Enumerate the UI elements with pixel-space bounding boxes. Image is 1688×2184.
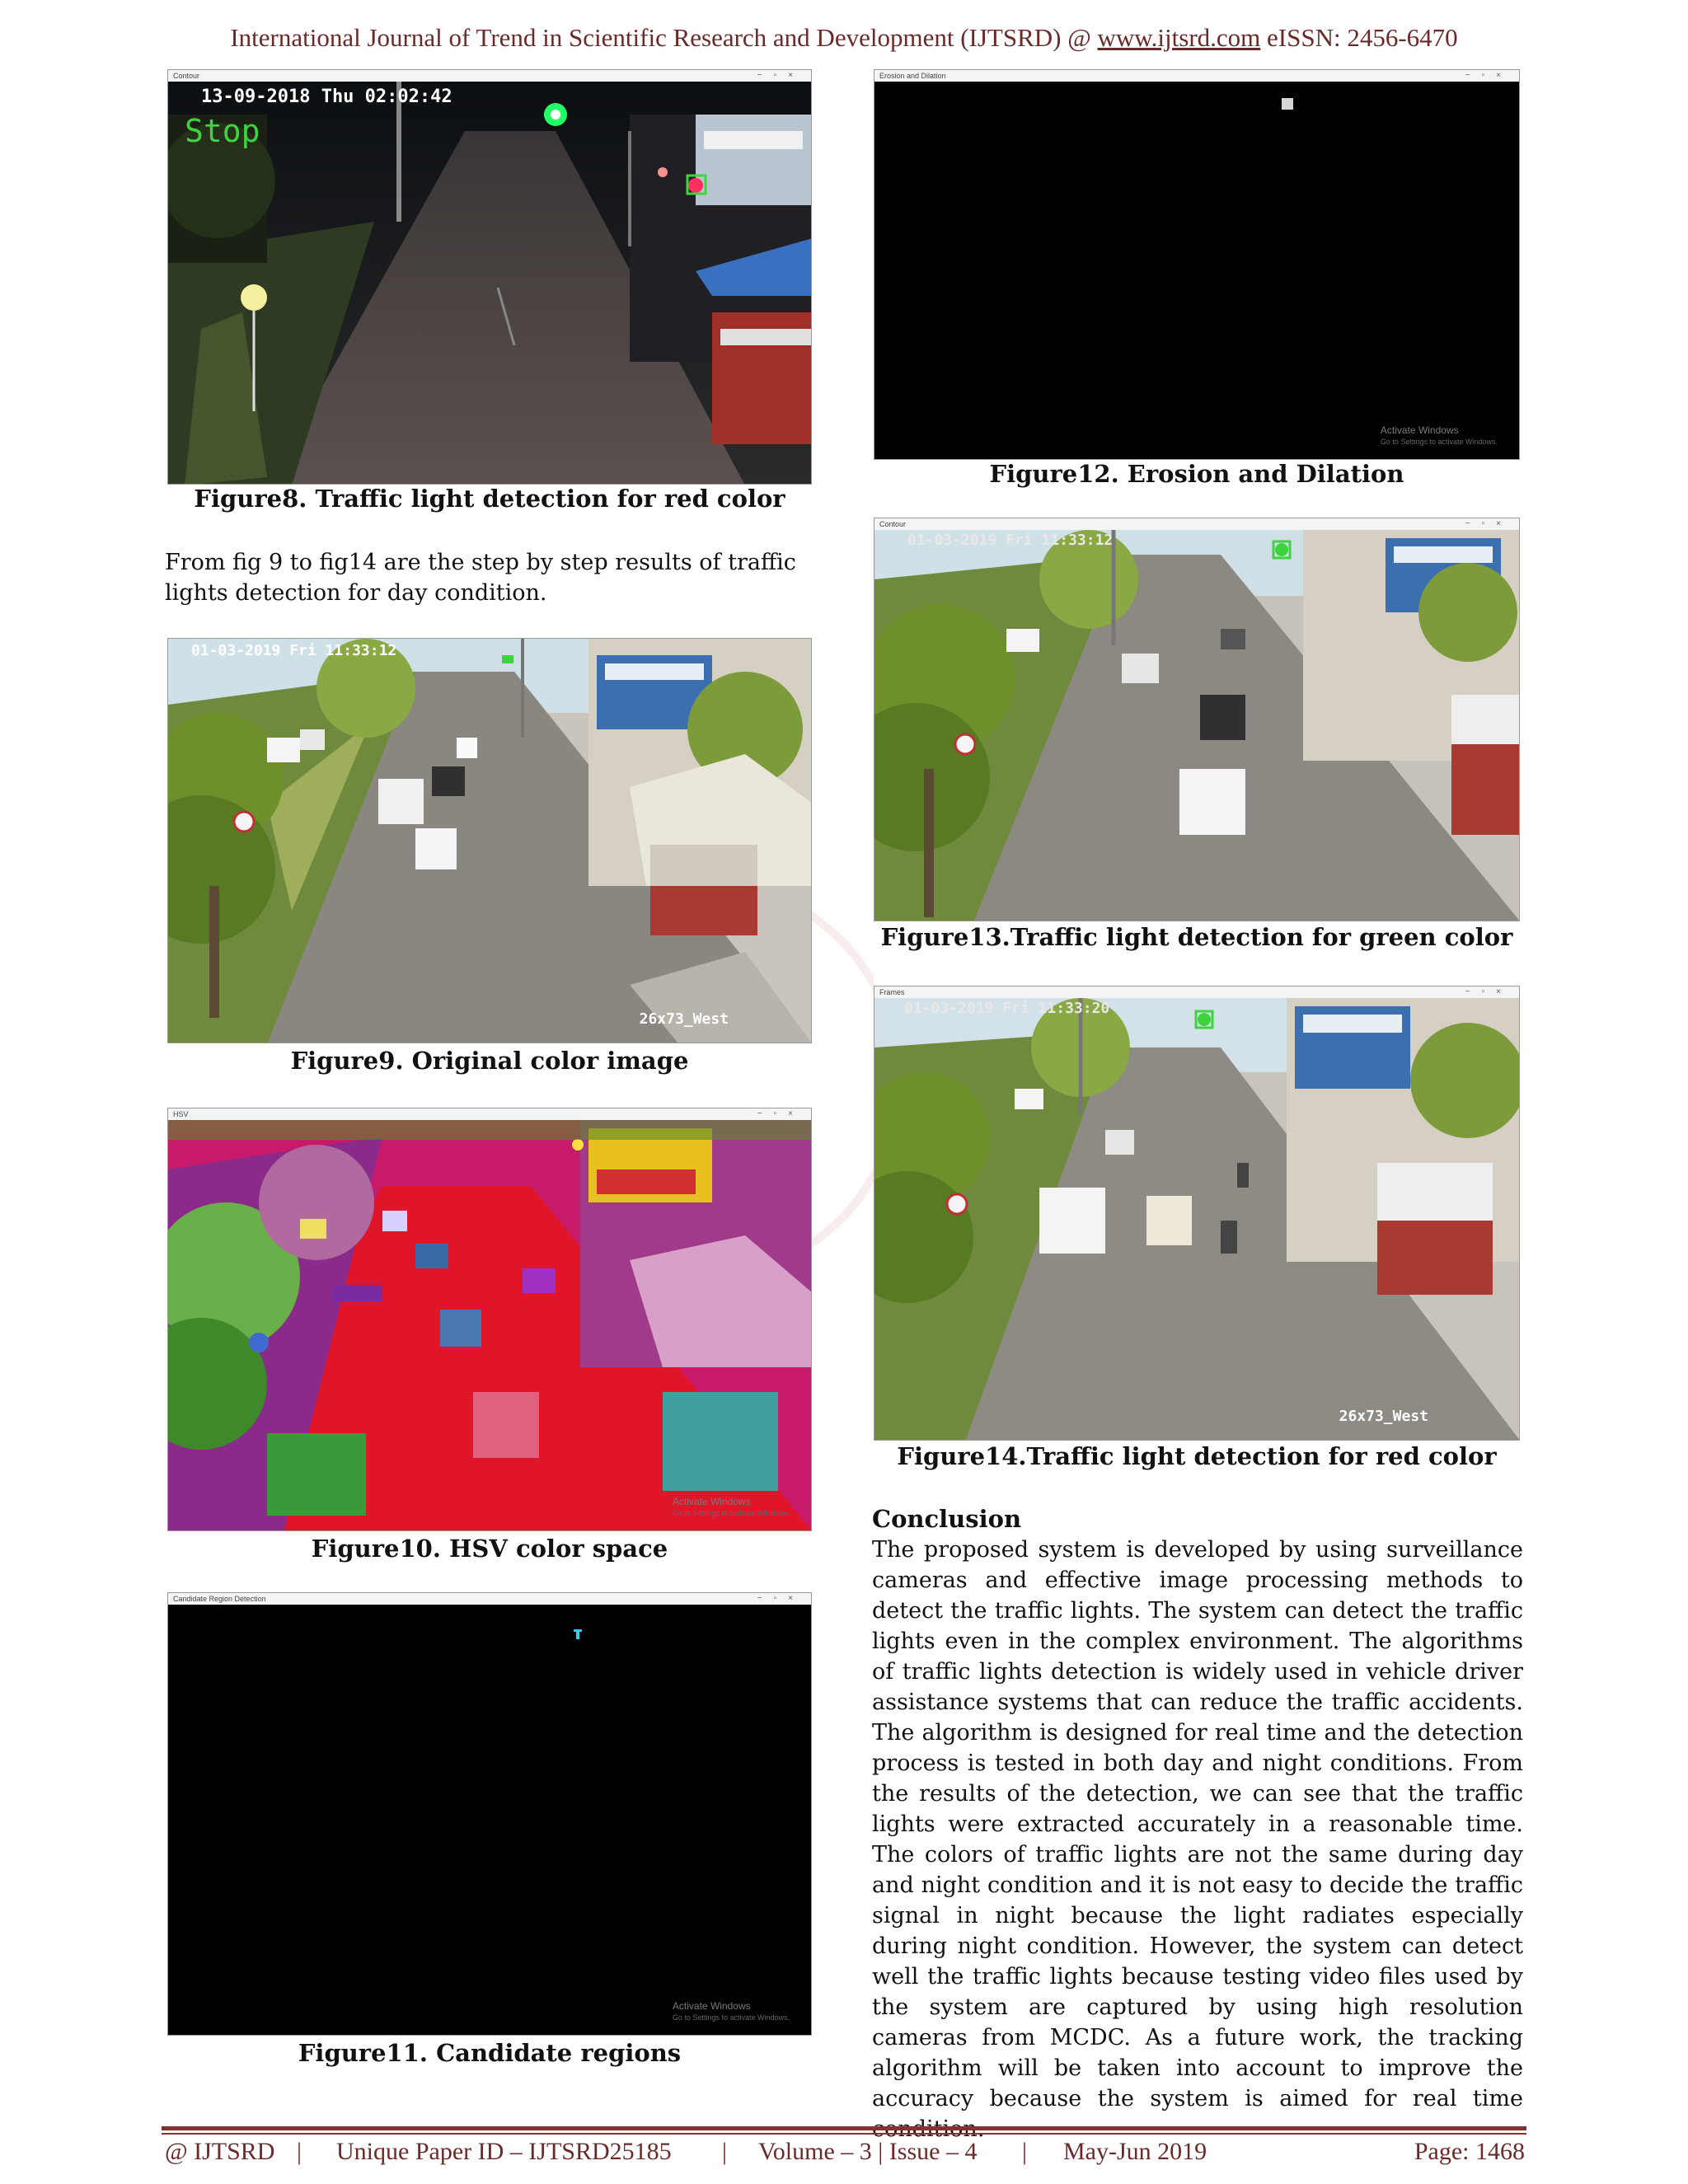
hsv-scene: [168, 1120, 812, 1531]
figure-8-image: [167, 69, 812, 485]
figure-9-caption: Figure9. Original color image: [290, 1047, 689, 1075]
figure-11-activation-notice: [673, 2000, 790, 2023]
figure-12-caption: Figure12. Erosion and Dilation: [989, 460, 1404, 488]
page-footer: [165, 2138, 1525, 2171]
figure-8-window-titlebar: [168, 70, 811, 82]
footer-date: May-Jun 2019: [1063, 2138, 1207, 2165]
figure-9-camera-label: 26x73_West: [639, 1010, 729, 1028]
window-controls-icon: −▫×: [1465, 519, 1512, 528]
figure-14-caption: Figure14.Traffic light detection for red color: [897, 1442, 1497, 1470]
journal-link[interactable]: www.ijtsrd.com: [1097, 23, 1261, 52]
figure-10-activate-sub: Go to Settings to activate Windows.: [672, 1509, 790, 1517]
window-controls-icon: −▫×: [1465, 71, 1512, 80]
figure-14-window-title: Frames: [879, 988, 905, 996]
figure-8-timestamp: 13-09-2018 Thu 02:02:42: [201, 87, 452, 107]
figure-12-image: [874, 69, 1520, 460]
figure-12-window-title: Erosion and Dilation: [879, 72, 946, 80]
figure-14-camera-label: 26x73_West: [1339, 1408, 1428, 1425]
window-controls-icon: −▫×: [757, 1594, 804, 1603]
figure-8-status-text: Stop: [185, 113, 260, 149]
footer-separator: |: [1022, 2138, 1028, 2165]
figure-10-window-title: HSV: [173, 1110, 189, 1118]
header-issn: eISSN: 2456-6470: [1260, 23, 1458, 52]
figure-8-window-title: Contour: [173, 72, 200, 80]
footer-separator: |: [297, 2138, 302, 2165]
figure-12-activate-title: Activate Windows: [1380, 424, 1459, 436]
intro-paragraph: From fig 9 to fig14 are the step by step results of traffic lights detection for day condition.: [165, 550, 796, 606]
figure-13-image: [874, 518, 1520, 921]
figure-10-caption: Figure10. HSV color space: [311, 1535, 668, 1563]
figure-14-image: [874, 986, 1520, 1441]
window-controls-icon: −▫×: [757, 1109, 804, 1118]
candidate-regions-mask: [168, 1605, 812, 2036]
figure-13-window-titlebar: [874, 518, 1519, 530]
figure-12-window-titlebar: [874, 70, 1519, 82]
figure-13-window-title: Contour: [879, 520, 907, 528]
figure-8-caption: Figure8. Traffic light detection for red color: [194, 485, 785, 513]
figure-14-window-titlebar: [874, 987, 1519, 998]
figure-9-image: [167, 638, 812, 1043]
day-road-scene: [168, 639, 812, 1043]
figure-14-timestamp: 01-03-2019 Fri 11:33:20: [904, 1000, 1110, 1017]
figure-12-activate-sub: Go to Settings to activate Windows.: [1380, 438, 1498, 446]
conclusion-heading: Conclusion: [872, 1505, 1022, 1533]
figure-11-image: [167, 1592, 812, 2036]
header-text: International Journal of Trend in Scientific Research and Development (IJTSRD) @: [230, 23, 1098, 52]
figure-13-caption: Figure13.Traffic light detection for green color: [880, 923, 1513, 951]
figure-11-activate-sub: Go to Settings to activate Windows.: [672, 2013, 790, 2022]
footer-separator: |: [722, 2138, 728, 2165]
figure-10-window-titlebar: [168, 1108, 811, 1120]
footer-paper-id: Unique Paper ID – IJTSRD25185: [336, 2138, 672, 2165]
figure-12-activation-notice: [1381, 424, 1498, 448]
figure-10-image: [167, 1108, 812, 1531]
figure-11-caption: Figure11. Candidate regions: [298, 2039, 682, 2067]
footer-rule: [162, 2126, 1526, 2130]
footer-rule-thin: [162, 2133, 1526, 2135]
figure-13-timestamp: 01-03-2019 Fri 11:33:12: [907, 532, 1114, 549]
footer-journal: @ IJTSRD: [165, 2138, 275, 2165]
window-controls-icon: −▫×: [1465, 987, 1512, 996]
footer-page-number: Page: 1468: [1414, 2138, 1525, 2165]
figure-9-timestamp: 01-03-2019 Fri 11:33:12: [191, 642, 397, 659]
figure-11-window-title: Candidate Region Detection: [173, 1595, 266, 1603]
footer-volume: Volume – 3 | Issue – 4: [758, 2138, 978, 2165]
red-detection-scene: [874, 998, 1520, 1441]
erosion-dilation-mask: [874, 82, 1520, 460]
figure-11-activate-title: Activate Windows: [672, 2000, 751, 2012]
figure-10-activate-title: Activate Windows: [672, 1496, 751, 1507]
window-controls-icon: −▫×: [757, 71, 804, 80]
green-detection-scene: [874, 530, 1520, 921]
figure-10-activation-notice: [673, 1496, 790, 1519]
night-road-scene: [168, 82, 812, 485]
figure-11-window-titlebar: [168, 1593, 811, 1605]
conclusion-body: The proposed system is developed by using surveillance cameras and effective image processing methods to detect the traffic lights. The system can detect the traffic lights even in the complex environment. The algorithms of traffic lights detection is widely used in vehicle driver assistance systems that can reduce the traffic accidents. The algorithm is designed for real time and the detection process is tested in both day and night conditions. From the results of the detection, we can see that the traffic lights were extracted accurately in a reasonable time. The colors of traffic lights are not the same during day and night condition and it is not easy to decide the traffic signal in night because the light radiates especially during night condition. However, the system can detect well the traffic lights because testing video files used by the system are captured by using high resolution cameras from MCDC. As a future work, the tracking algorithm will be taken into account to improve the accuracy because the system is aimed for real time: [872, 1537, 1523, 2111]
journal-header: [0, 23, 1688, 53]
